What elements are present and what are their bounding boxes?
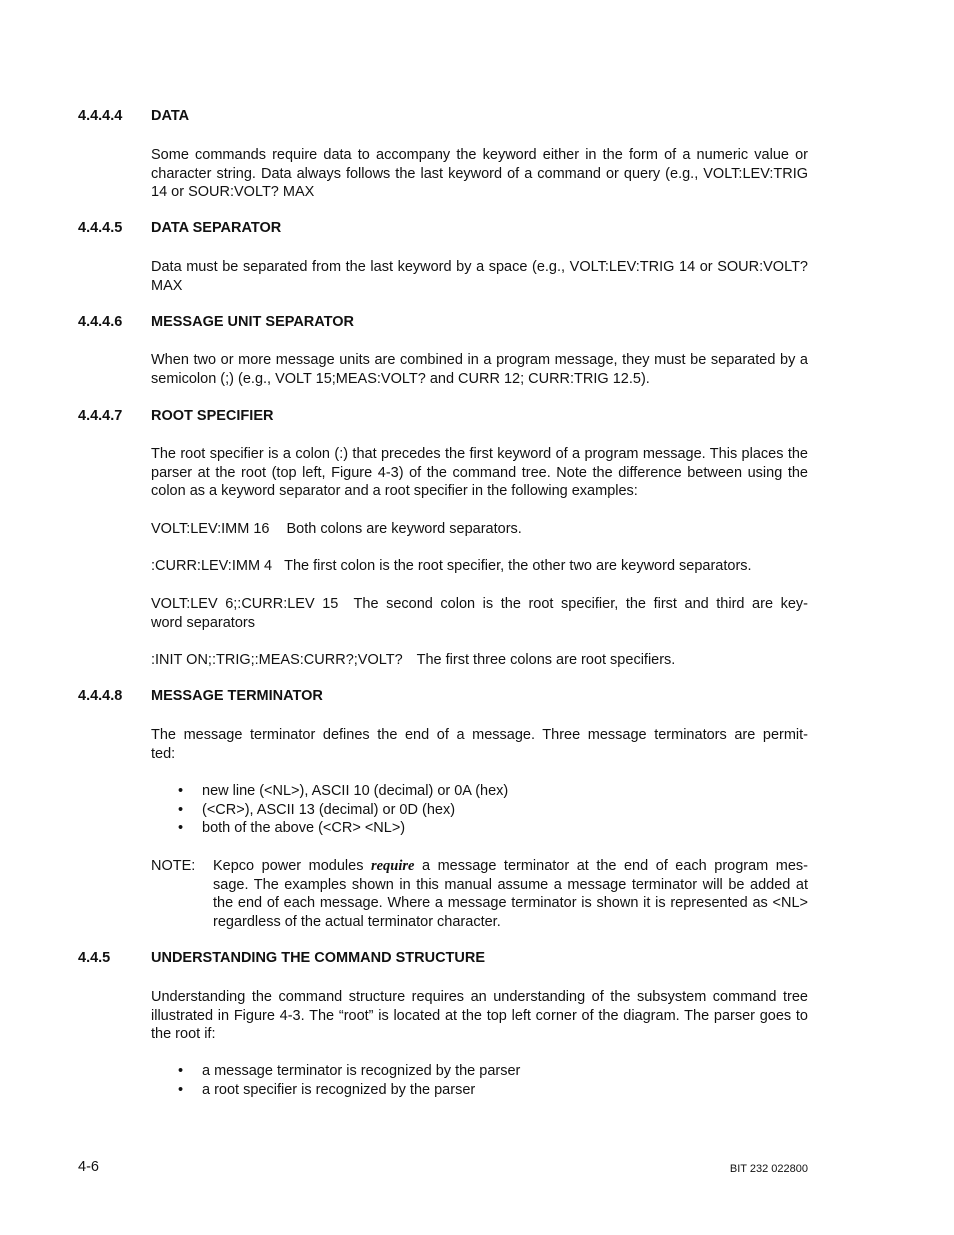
example-row [151, 557, 808, 576]
example-command: :INIT ON;:TRIG;:MEAS:CURR?;VOLT? [151, 652, 403, 668]
data-separator-paragraph: Data must be separated from the last keyword by a space (e.g., VOLT:LEV:TRIG 14 or SOUR:VOLT? MAX [151, 259, 808, 294]
section-heading-4-4-4-4: 4.4.4.4 DATA [78, 108, 190, 124]
terminator-note [151, 857, 808, 932]
section-heading-4-4-4-5: 4.4.4.5 DATA SEPARATOR [78, 220, 282, 236]
section-heading-4-4-4-6: 4.4.4.6 MESSAGE UNIT SEPARATOR [78, 314, 355, 330]
message-unit-separator-paragraph: When two or more message units are combined in a program message, they must be separated by a semicolon (;) (e.g., VOLT 15;MEAS:VOLT? and CURR 12; CURR:TRIG 12.5). [151, 352, 808, 387]
note-body: Kepco power modules require a message terminator at the end of each program mes- sage. The examples shown in this manual assume a message terminator will be added at the end of each message. Where a message terminator is shown it is represented as <NL> regardless of the actual terminator character. [213, 858, 808, 931]
example-description: The second colon is the root specifier, the first and third are key- [353, 596, 808, 612]
note-label: NOTE: [151, 858, 196, 874]
example-description-continued: word separators [151, 614, 255, 631]
example-description: The first three colons are root specifiers. [416, 652, 676, 668]
list-item: • new line (<NL>), ASCII 10 (decimal) or 0A (hex) [178, 783, 509, 799]
command-structure-paragraph: Understanding the command structure requires an understanding of the subsystem command tree illustrated in Figure 4-3. The “root” is located at the top left corner of the diagram. The parser goes to the root if: [151, 989, 808, 1043]
data-paragraph: Some commands require data to accompany the keyword either in the form of a numeric value or character string. Data always follows the last keyword of a command or query (e.g., VOLT:LEV:TRIG 14 or SOUR:VOLT? MAX [151, 147, 808, 201]
example-description: Both colons are keyword separators. [286, 521, 522, 537]
terminator-list [178, 782, 508, 838]
example-command: :CURR:LEV:IMM 4 [151, 558, 273, 574]
list-item: • a message terminator is recognized by the parser [178, 1063, 521, 1079]
list-item: • both of the above (<CR> <NL>) [178, 820, 406, 837]
example-description: The first colon is the root specifier, the other two are keyword separators. [284, 558, 752, 574]
example-command: VOLT:LEV 6;:CURR:LEV 15 [151, 596, 339, 612]
root-conditions-list [178, 1062, 520, 1099]
document-id: BIT 232 022800 [729, 1163, 808, 1175]
section-heading-4-4-4-8: 4.4.4.8 MESSAGE TERMINATOR [78, 688, 323, 704]
section-heading-4-4-4-7: 4.4.4.7 ROOT SPECIFIER [78, 408, 274, 424]
example-row [151, 520, 808, 539]
page-number: 4-6 [78, 1159, 99, 1175]
example-command: VOLT:LEV:IMM 16 [151, 521, 270, 537]
root-specifier-paragraph: The root specifier is a colon (:) that precedes the first keyword of a program message. This places the parser at the root (top left, Figure 4-3) of the command tree. Note the difference between using the colon as a keyword separator and a root specifier in the following examples: [151, 446, 808, 500]
example-row [151, 651, 808, 670]
note-emphasis: require [370, 858, 415, 874]
list-item: • (<CR>), ASCII 13 (decimal) or 0D (hex) [178, 801, 456, 818]
section-heading-4-4-5: 4.4.5 UNDERSTANDING THE COMMAND STRUCTURE [78, 950, 486, 966]
message-terminator-paragraph: The message terminator defines the end of a message. Three message terminators are permit- ted: [151, 727, 808, 762]
example-row [151, 595, 808, 632]
list-item: • a root specifier is recognized by the parser [178, 1081, 476, 1098]
